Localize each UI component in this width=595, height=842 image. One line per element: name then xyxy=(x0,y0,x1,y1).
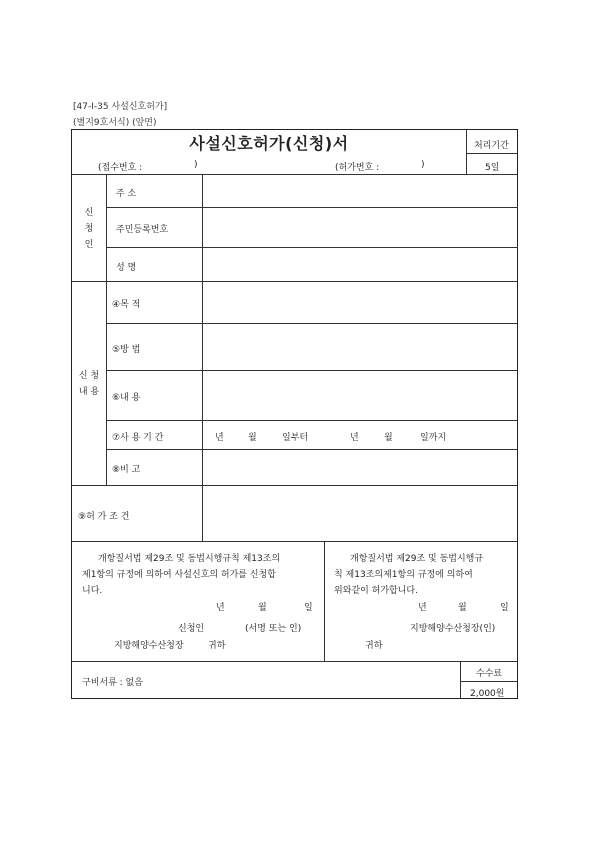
period-label: ⑦사 용 기 간 xyxy=(112,433,164,443)
receipt-number-label: (접수번호 : xyxy=(98,163,143,173)
remarks-label: ⑧비 고 xyxy=(112,465,141,475)
name-label: 성 명 xyxy=(116,263,137,273)
group-divider xyxy=(106,174,107,485)
period-until: 일까지 xyxy=(420,433,447,443)
applicant-group-label: 신 청 인 xyxy=(84,208,94,250)
contents-label: ⑥내 용 xyxy=(112,393,141,403)
approval-statement: 개항질서법 제29조 및 동법시행규 칙 제13조의제1항의 규정에 의하여 위와같이 허가합니다. xyxy=(334,554,484,596)
right-recipient: 귀하 xyxy=(365,641,383,651)
left-honorific: 귀하 xyxy=(208,641,226,651)
period-start-month: 월 xyxy=(248,433,257,443)
address-label: 주 소 xyxy=(116,189,137,199)
row-divider xyxy=(106,420,518,421)
applicant-sign-label: 신청인 xyxy=(178,624,205,634)
row-divider xyxy=(106,370,518,371)
signature-note: (서명 또는 인) xyxy=(245,624,302,634)
permit-number-close: ) xyxy=(421,160,425,170)
period-start-year: 년 xyxy=(215,433,224,443)
row-divider xyxy=(72,541,518,542)
required-documents: 구비서류 : 없음 xyxy=(82,678,143,688)
content-group-label: 신 청 내 용 xyxy=(78,371,100,397)
processing-period-label: 처리기간 xyxy=(474,141,509,151)
permit-number-label: (허가번호 : xyxy=(335,163,380,173)
permit-form xyxy=(71,129,518,699)
form-number: (별지9호서식) (앞면) xyxy=(73,118,157,128)
statement-divider xyxy=(324,541,325,661)
row-divider xyxy=(72,281,518,282)
row-divider xyxy=(106,207,518,208)
application-day: 일 xyxy=(304,603,313,613)
fee-divider xyxy=(460,681,518,682)
receipt-number-close: ) xyxy=(194,160,198,170)
row-divider xyxy=(106,449,518,450)
application-year: 년 xyxy=(216,603,225,613)
period-end-month: 월 xyxy=(384,433,393,443)
label-divider xyxy=(202,174,203,541)
application-month: 월 xyxy=(258,603,267,613)
form-title: 사설신호허가(신청)서 xyxy=(189,134,349,153)
application-statement: 개항질서법 제29조 및 동법시행규칙 제13조의 제1항의 규정에 의하여 사설신호의 허가를 신청합 니다. xyxy=(82,554,281,596)
approval-day: 일 xyxy=(500,603,509,613)
row-divider xyxy=(72,661,518,662)
approval-year: 년 xyxy=(418,603,427,613)
conditions-label: ⑨허 가 조 건 xyxy=(78,512,130,522)
row-divider xyxy=(72,174,518,175)
processing-period-value: 5일 xyxy=(485,163,500,173)
period-from: 일부터 xyxy=(282,433,309,443)
approval-issuer: 지방해양수산청장(인) xyxy=(410,624,496,634)
purpose-label: ④목 적 xyxy=(112,300,141,310)
row-divider xyxy=(72,485,518,486)
method-label: ⑤방 법 xyxy=(112,345,141,355)
fee-column-divider xyxy=(460,661,461,699)
title-divider xyxy=(466,130,467,174)
row-divider xyxy=(106,323,518,324)
period-end-year: 년 xyxy=(350,433,359,443)
row-divider xyxy=(106,247,518,248)
processing-divider xyxy=(466,153,518,154)
form-reference: [47-Ⅰ-35 사설신호허가] xyxy=(73,102,168,112)
left-recipient: 지방해양수산청장 xyxy=(114,641,184,651)
fee-label: 수수료 xyxy=(476,669,503,679)
approval-month: 월 xyxy=(458,603,467,613)
fee-value: 2,000원 xyxy=(470,689,505,699)
resident-number-label: 주민등록번호 xyxy=(116,225,169,235)
